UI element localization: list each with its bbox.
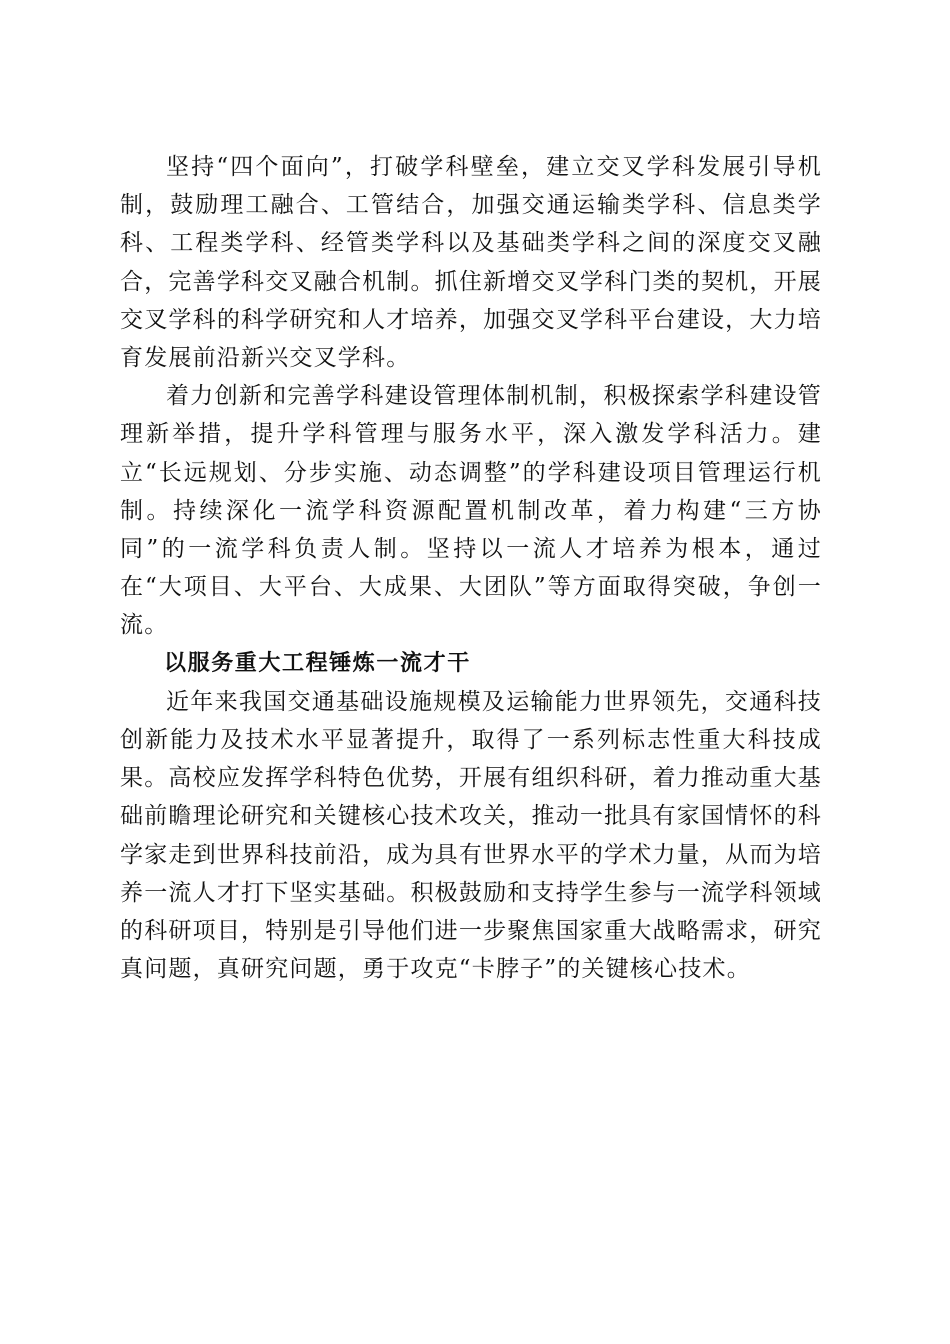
document-body [120,148,822,988]
paragraph-management-mechanism: 着力创新和完善学科建设管理体制机制，积极探索学科建设管理新举措，提升学科管理与服务水平，深入激发学科活力。建立“长远规划、分步实施、动态调整”的学科建设项目管理运行机制。持续深化一流学科资源配置机制改革，着力构建“三方协同”的一流学科负责人制。坚持以一流人才培养为根本，通过在“大项目、大平台、大成果、大团队”等方面取得突破，争创一流。 [120,383,822,639]
section-heading: 以服务重大工程锤炼一流才干 [164,650,471,676]
paragraph-discipline-integration: 坚持“四个面向”，打破学科壁垒，建立交叉学科发展引导机制，鼓励理工融合、工管结合，加强交通运输类学科、信息类学科、工程类学科、经管类学科以及基础类学科之间的深度交叉融合，完善学科交叉融合机制。抓住新增交叉学科门类的契机，开展交叉学科的科学研究和人才培养，加强交叉学科平台建设，大力培育发展前沿新兴交叉学科。 [120,154,822,372]
paragraph-major-engineering: 近年来我国交通基础设施规模及运输能力世界领先，交通科技创新能力及技术水平显著提升，取得了一系列标志性重大科技成果。高校应发挥学科特色优势，开展有组织科研，着力推动重大基础前瞻理论研究和关键核心技术攻关，推动一批具有家国情怀的科学家走到世界科技前沿，成为具有世界水平的学术力量，从而为培养一流人才打下坚实基础。积极鼓励和支持学生参与一流学科领域的科研项目，特别是引导他们进一步聚焦国家重大战略需求，研究真问题，真研究问题，勇于攻克“卡脖子”的关键核心技术。 [120,688,822,983]
